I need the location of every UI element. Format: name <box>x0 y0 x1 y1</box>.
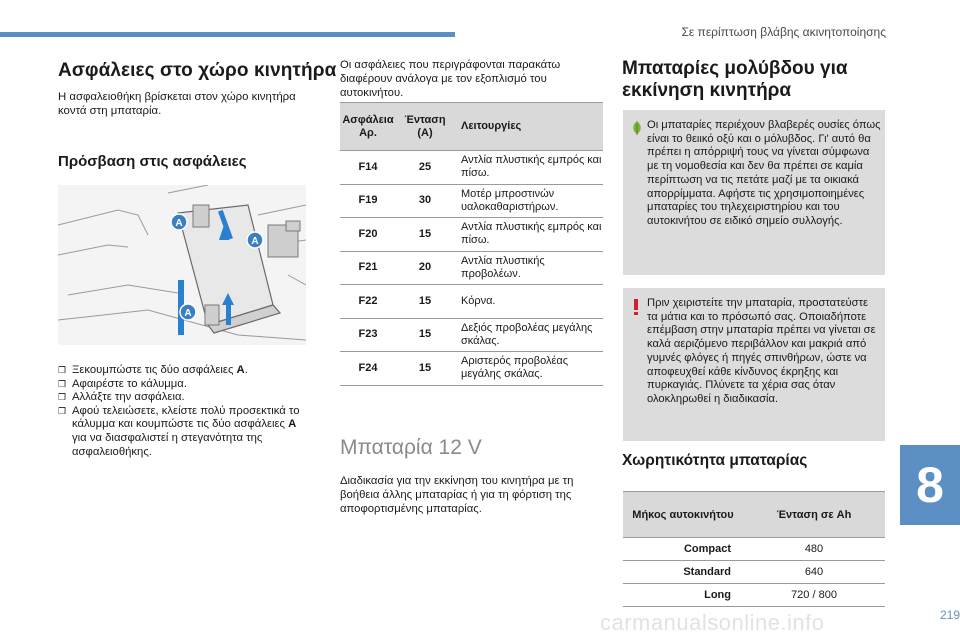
capacity-col-ah: Ένταση σε Ah <box>743 492 885 538</box>
lead-acid-title: Μπαταρίες μολύβδου για εκκίνηση κινητήρα <box>622 58 848 101</box>
step-item: ❐ Ξεκουμπώστε τις δύο ασφάλειες A. <box>58 364 248 376</box>
fuse-table-intro: Οι ασφάλειες που περιγράφονται παρακάτω διαφέρουν ανάλογα με τον εξοπλισμό του αυτοκινήτου. <box>340 59 561 99</box>
fuse-col-number: Ασφάλεια Αρ. <box>340 103 396 151</box>
step-item: ❐ Αλλάξτε την ασφάλεια. <box>58 391 185 404</box>
warning-icon <box>631 298 641 316</box>
capacity-table <box>623 491 885 607</box>
checkbox-icon: ❐ <box>58 392 67 403</box>
running-head: Σε περίπτωση βλάβης ακινητοποίησης <box>681 25 886 39</box>
step-item: ❐ Αφαιρέστε το κάλυμμα. <box>58 377 187 390</box>
chapter-tab: 8 <box>900 445 960 525</box>
callout-a-1: A <box>175 218 183 229</box>
table-row: F22 15 Κόρνα. <box>340 285 603 319</box>
battery-section-title: Μπαταρία 12 V <box>340 436 482 459</box>
callout-a-3: A <box>184 308 192 319</box>
capacity-title: Χωρητικότητα μπαταρίας <box>622 452 808 469</box>
warning-note-text: Πριν χειριστείτε την μπαταρία, προστατεύστε τα μάτια και το πρόσωπό σας. Οποιαδήποτε επέμβαση στην μπαταρία πρέπει να γίνεται σε καλά αεριζόμενο περιβάλλον και μακριά από γυμνές φλόγες ή πηγές σπινθήρων, ώστε να αποφευχθεί κάθε κίνδυνος έκρηξης και πυρκαγιάς. Πλύνετε τα χέρια σας όταν ολοκληρωθεί η διαδικασία. <box>647 297 876 405</box>
leaf-icon <box>631 120 643 136</box>
table-row: F14 25 Αντλία πλυστικής εμπρός και πίσω. <box>340 151 603 185</box>
warning-note-box <box>623 288 885 441</box>
battery-section-text: Διαδικασία για την εκκίνηση του κινητήρα με τη βοήθεια άλλης μπαταρίας ή για τη φόρτιση της αποφορτισμένης μπαταρίας. <box>340 475 574 515</box>
checkbox-icon: ❐ <box>58 378 67 389</box>
fuse-table <box>340 102 603 386</box>
checkbox-icon: ❐ <box>58 365 67 375</box>
table-row: Long 720 / 800 <box>623 584 885 607</box>
eco-note-box <box>623 110 885 275</box>
watermark: carmanualsonline.info <box>600 610 825 635</box>
fuse-col-amps: Ένταση (A) <box>396 103 454 151</box>
checkbox-icon: ❐ <box>58 405 67 416</box>
subtitle-fuse-access: Πρόσβαση στις ασφάλειες <box>58 153 247 170</box>
table-row: F19 30 Μοτέρ μπροστινών υαλοκαθαριστήρων. <box>340 184 603 218</box>
fuse-access-steps <box>58 364 310 459</box>
top-accent-bar <box>0 32 455 37</box>
lead-paragraph: Η ασφαλειοθήκη βρίσκεται στον χώρο κινητήρα κοντά στη μπαταρία. <box>58 91 296 117</box>
table-row: F23 15 Δεξιός προβολέας μεγάλης σκάλας. <box>340 318 603 352</box>
fuse-box-illustration <box>58 185 306 345</box>
step-item: ❐ Αφού τελειώσετε, κλείστε πολύ προσεκτικά το κάλυμμα και κουμπώστε τις δύο ασφάλειες A για να διασφαλιστεί η στεγανότητα της ασφαλειοθήκης. <box>58 404 300 458</box>
table-row: F24 15 Αριστερός προβολέας μεγάλης σκάλας. <box>340 352 603 386</box>
eco-note-text: Οι μπαταρίες περιέχουν βλαβερές ουσίες όπως είναι το θειικό οξύ και ο μόλυβδος. Γι' αυτό θα πρέπει η απόρριψή τους να γίνεται σύμφωνα με τη νομοθεσία και δεν θα πρέπει σε καμία περίπτωση να τις πετάτε μαζί με τα οικιακά απορρίμματα. Αφήστε τις χρησιμοποιημένες μπαταρίες του τηλεχειριστηρίου και του αυτοκινήτου σε ειδικό σημείο συλλογής. <box>647 119 881 227</box>
table-row: F20 15 Αντλία πλυστικής εμπρός και πίσω. <box>340 218 603 252</box>
table-row: Compact 480 <box>623 538 885 561</box>
section-title-engine-fuses: Ασφάλειες στο χώρο κινητήρα <box>58 60 337 81</box>
table-row: Standard 640 <box>623 561 885 584</box>
capacity-col-length: Μήκος αυτοκινήτου <box>623 492 743 538</box>
callout-a-2: A <box>251 236 259 247</box>
table-row: F21 20 Αντλία πλυστικής προβολέων. <box>340 251 603 285</box>
fuse-col-functions: Λειτουργίες <box>454 103 603 151</box>
page-number: 219 <box>939 608 960 622</box>
